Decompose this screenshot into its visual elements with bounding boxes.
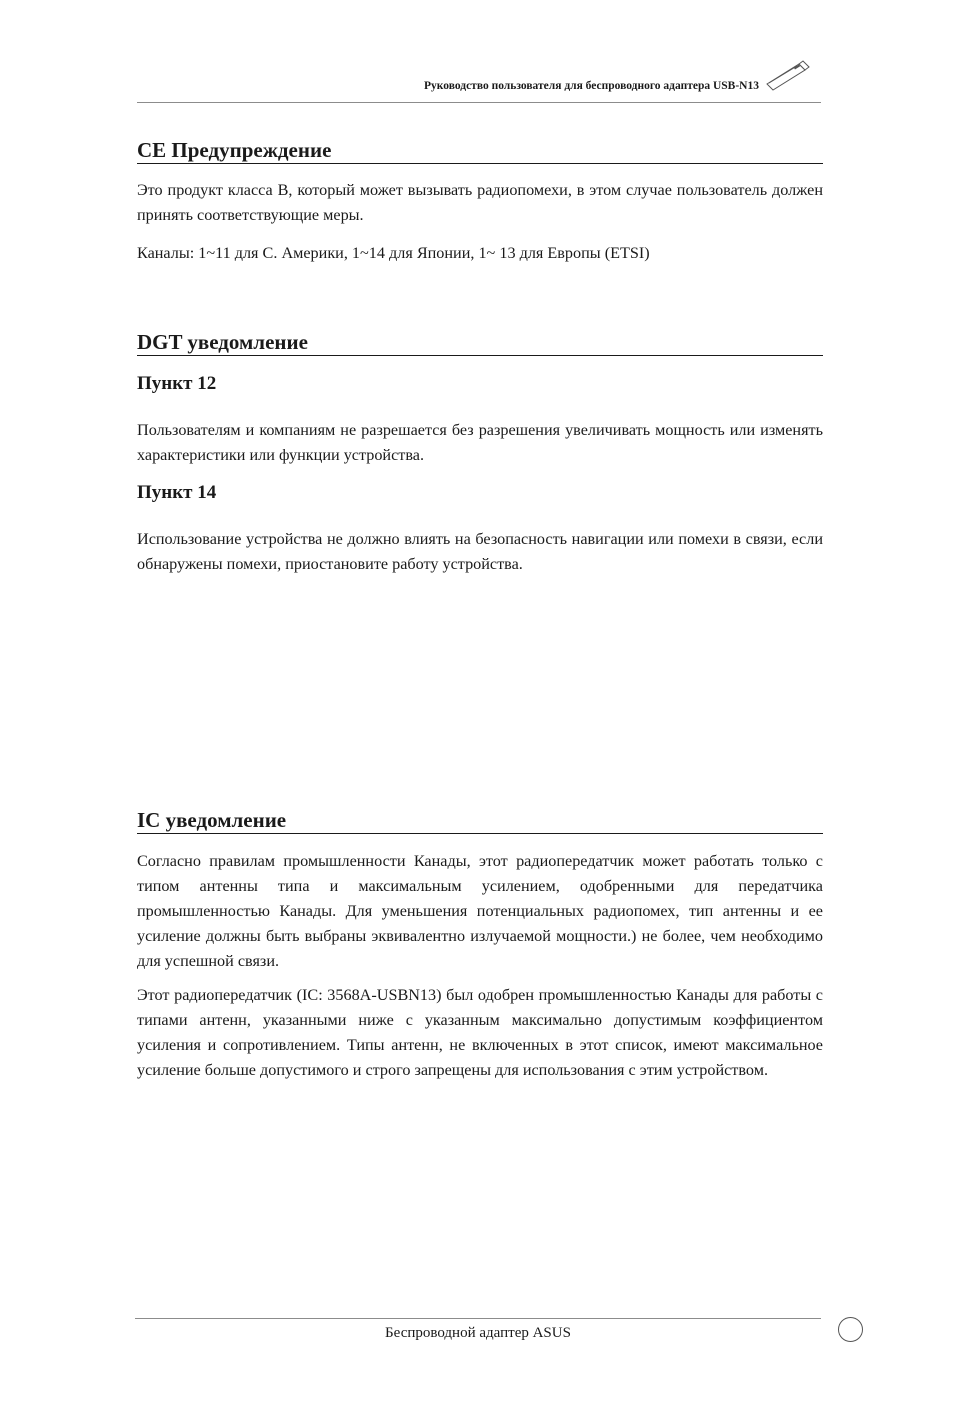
page-number-circle bbox=[838, 1317, 863, 1342]
ce-paragraph-1: Это продукт класса B, который может вызывать радиопомехи, в этом случае пользователь должен принять соответствующие меры. bbox=[137, 181, 823, 224]
ic-heading-text: IC уведомление bbox=[137, 808, 287, 832]
ic-heading bbox=[137, 808, 823, 834]
dgt-heading bbox=[137, 330, 823, 356]
ce-heading-text: CE Предупреждение bbox=[137, 138, 332, 162]
dgt-heading-text: DGT уведомление bbox=[137, 330, 308, 354]
page-header bbox=[137, 56, 821, 103]
ce-paragraph-2: Каналы: 1~11 для С. Америки, 1~14 для Японии, 1~ 13 для Европы (ETSI) bbox=[137, 244, 650, 262]
usb-adapter-icon bbox=[761, 56, 811, 92]
ic-paragraph-2: Этот радиопередатчик (IC: 3568A-USBN13) был одобрен промышленностью Канады для работы с типами антенн, указанными ниже с указанным максимально допустимым коэффициентом усиления и сопротивлением. Типы антенн, не включенных в этот список, имеют максимальное усиление больше допустимого и строго запрещены для использования с этим устройством. bbox=[137, 986, 823, 1079]
header-title: Руководство пользователя для беспроводного адаптера USB-N13 bbox=[423, 80, 759, 92]
ce-heading bbox=[137, 138, 823, 164]
dgt-item-14-title: Пункт 14 bbox=[137, 482, 217, 503]
footer-text: Беспроводной адаптер ASUS bbox=[385, 1325, 571, 1341]
dgt-item-12-title: Пункт 12 bbox=[137, 373, 217, 394]
dgt-item-14-text: Использование устройства не должно влиять на безопасность навигации или помехи в связи, если обнаружены помехи, приостановите работу устройства. bbox=[137, 530, 823, 573]
footer-divider bbox=[135, 1318, 821, 1319]
ic-paragraph-1: Согласно правилам промышленности Канады, этот радиопередатчик может работать только с типом антенны типа и максимальным усилением, одобренными для передатчика промышленностью Канады. Для уменьшения потенциальных радиопомех, тип антенны и ее усиление должны быть выбраны эквивалентно излучаемой мощности.) не более, чем необходимо для успешной связи. bbox=[137, 852, 823, 970]
dgt-item-12-text: Пользователям и компаниям не разрешается без разрешения увеличивать мощность или изменять характеристики или функции устройства. bbox=[137, 421, 823, 464]
